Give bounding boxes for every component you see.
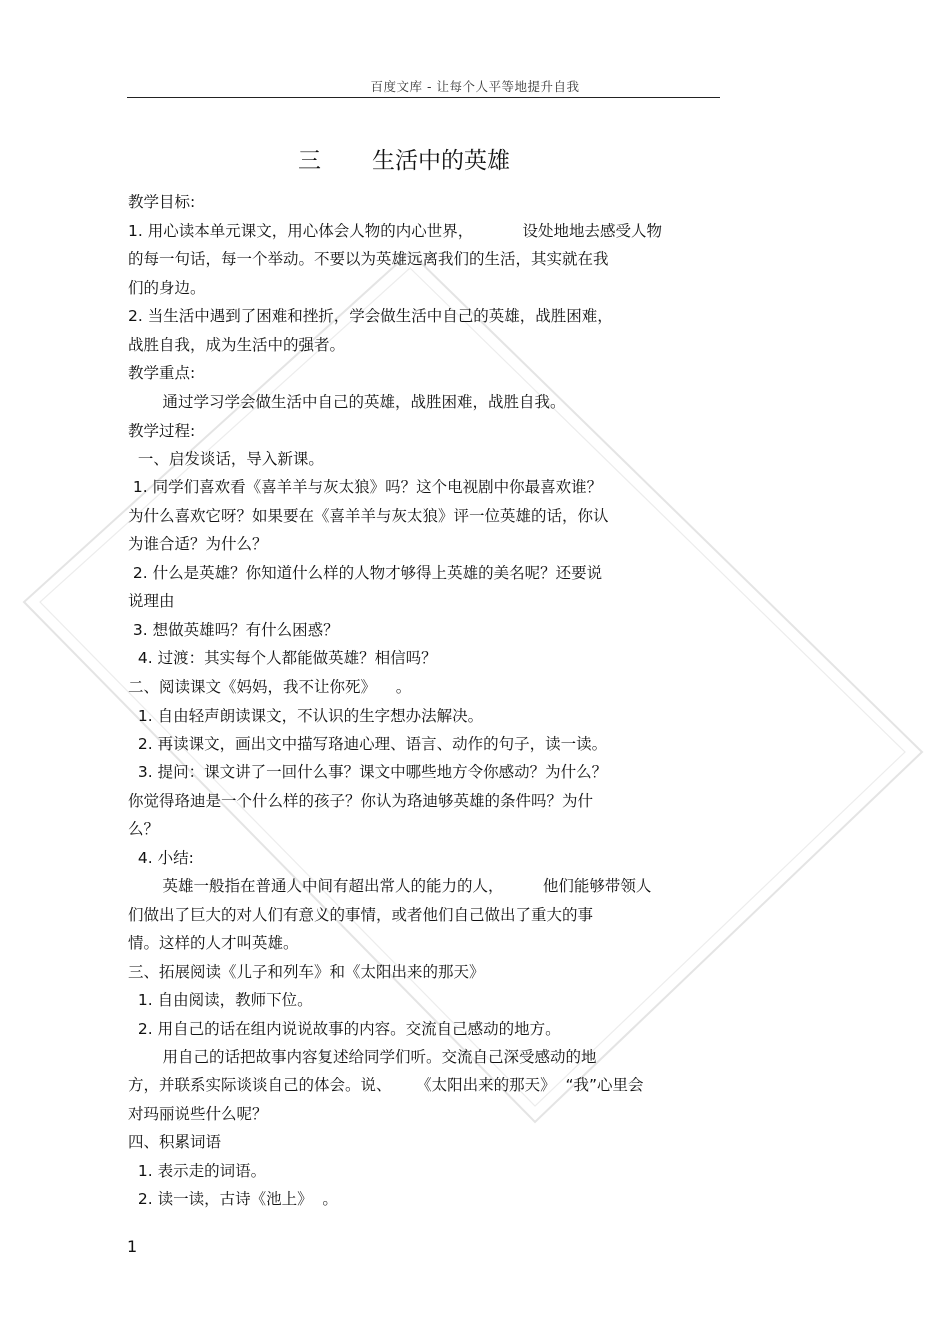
text-line: 三、拓展阅读《儿子和列车》和《太阳出来的那天》 (128, 963, 485, 981)
lesson-title-text: 生活中的英雄 (372, 148, 510, 174)
text-line: 们的身边。 (128, 279, 206, 297)
text-line: 对玛丽说些什么呢？ (128, 1105, 268, 1123)
text-line: 2. 当生活中遇到了困难和挫折，学会做生活中自己的英雄，战胜困难， (128, 307, 613, 325)
page-number: 1 (127, 1237, 138, 1256)
text-line: 3. 想做英雄吗？有什么困惑？ (128, 621, 339, 639)
text-line: 你觉得珞迪是一个什么样的孩子？你认为珞迪够英雄的条件吗？为什 (128, 792, 594, 810)
text-line: 1. 自由阅读，教师下位。 (128, 991, 313, 1009)
text-line: 一、启发谈话，导入新课。 (128, 450, 324, 468)
text-line: 4. 小结: (128, 849, 194, 867)
text-line: 四、积累词语 (128, 1133, 222, 1151)
text-line: 通过学习学会做生活中自己的英雄，战胜困难，战胜自我。 (128, 393, 566, 411)
text-line: 方，并联系实际谈谈自己的体会。说、 《太阳出来的那天》 “我”心里会 (128, 1076, 644, 1094)
text-line: 2. 用自己的话在组内说说故事的内容。交流自己感动的地方。 (128, 1020, 561, 1038)
text-line: 教学重点: (128, 364, 196, 382)
text-line: 教学目标: (128, 193, 196, 211)
text-line: 二、阅读课文《妈妈，我不让你死》 。 (128, 678, 412, 696)
text-line: 2. 读一读，古诗《池上》 。 (128, 1190, 338, 1208)
text-line: 用自己的话把故事内容复述给同学们听。交流自己深受感动的地 (128, 1048, 597, 1066)
text-line: 的每一句话，每一个举动。不要以为英雄远离我们的生活，其实就在我 (128, 250, 609, 268)
header-divider (127, 97, 720, 98)
text-line: 教学过程: (128, 422, 196, 440)
text-line: 1. 表示走的词语。 (128, 1162, 267, 1180)
text-line: 4. 过渡：其实每个人都能做英雄？相信吗？ (128, 649, 437, 667)
text-line: 英雄一般指在普通人中间有超出常人的能力的人， 他们能够带领人 (128, 877, 652, 895)
lesson-number: 三 (298, 148, 321, 174)
page-header: 百度文库 - 让每个人平等地提升自我 (370, 79, 580, 94)
text-line: 1. 自由轻声朗读课文，不认识的生字想办法解决。 (128, 707, 484, 725)
text-line: 2. 什么是英雄？你知道什么样的人物才够得上英雄的美名呢？还要说 (128, 564, 603, 582)
text-line: 说理由 (128, 592, 175, 610)
text-line: 们做出了巨大的对人们有意义的事情，或者他们自己做出了重大的事 (128, 906, 594, 924)
text-line: 么？ (128, 820, 160, 838)
text-line: 3. 提问：课文讲了一回什么事？课文中哪些地方令你感动？为什么？ (128, 763, 608, 781)
text-line: 为什么喜欢它呀？如果要在《喜羊羊与灰太狼》评一位英雄的话，你认 (128, 507, 609, 525)
text-line: 1. 同学们喜欢看《喜羊羊与灰太狼》吗？这个电视剧中你最喜欢谁？ (128, 478, 603, 496)
text-line: 2. 再读课文，画出文中描写珞迪心理、语言、动作的句子，读一读。 (128, 735, 608, 753)
text-line: 战胜自我，成为生活中的强者。 (128, 336, 346, 354)
text-line: 情。这样的人才叫英雄。 (128, 934, 299, 952)
text-line: 1. 用心读本单元课文，用心体会人物的内心世界， 设处地地去感受人物 (128, 222, 662, 240)
text-line: 为谁合适？为什么？ (128, 535, 268, 553)
